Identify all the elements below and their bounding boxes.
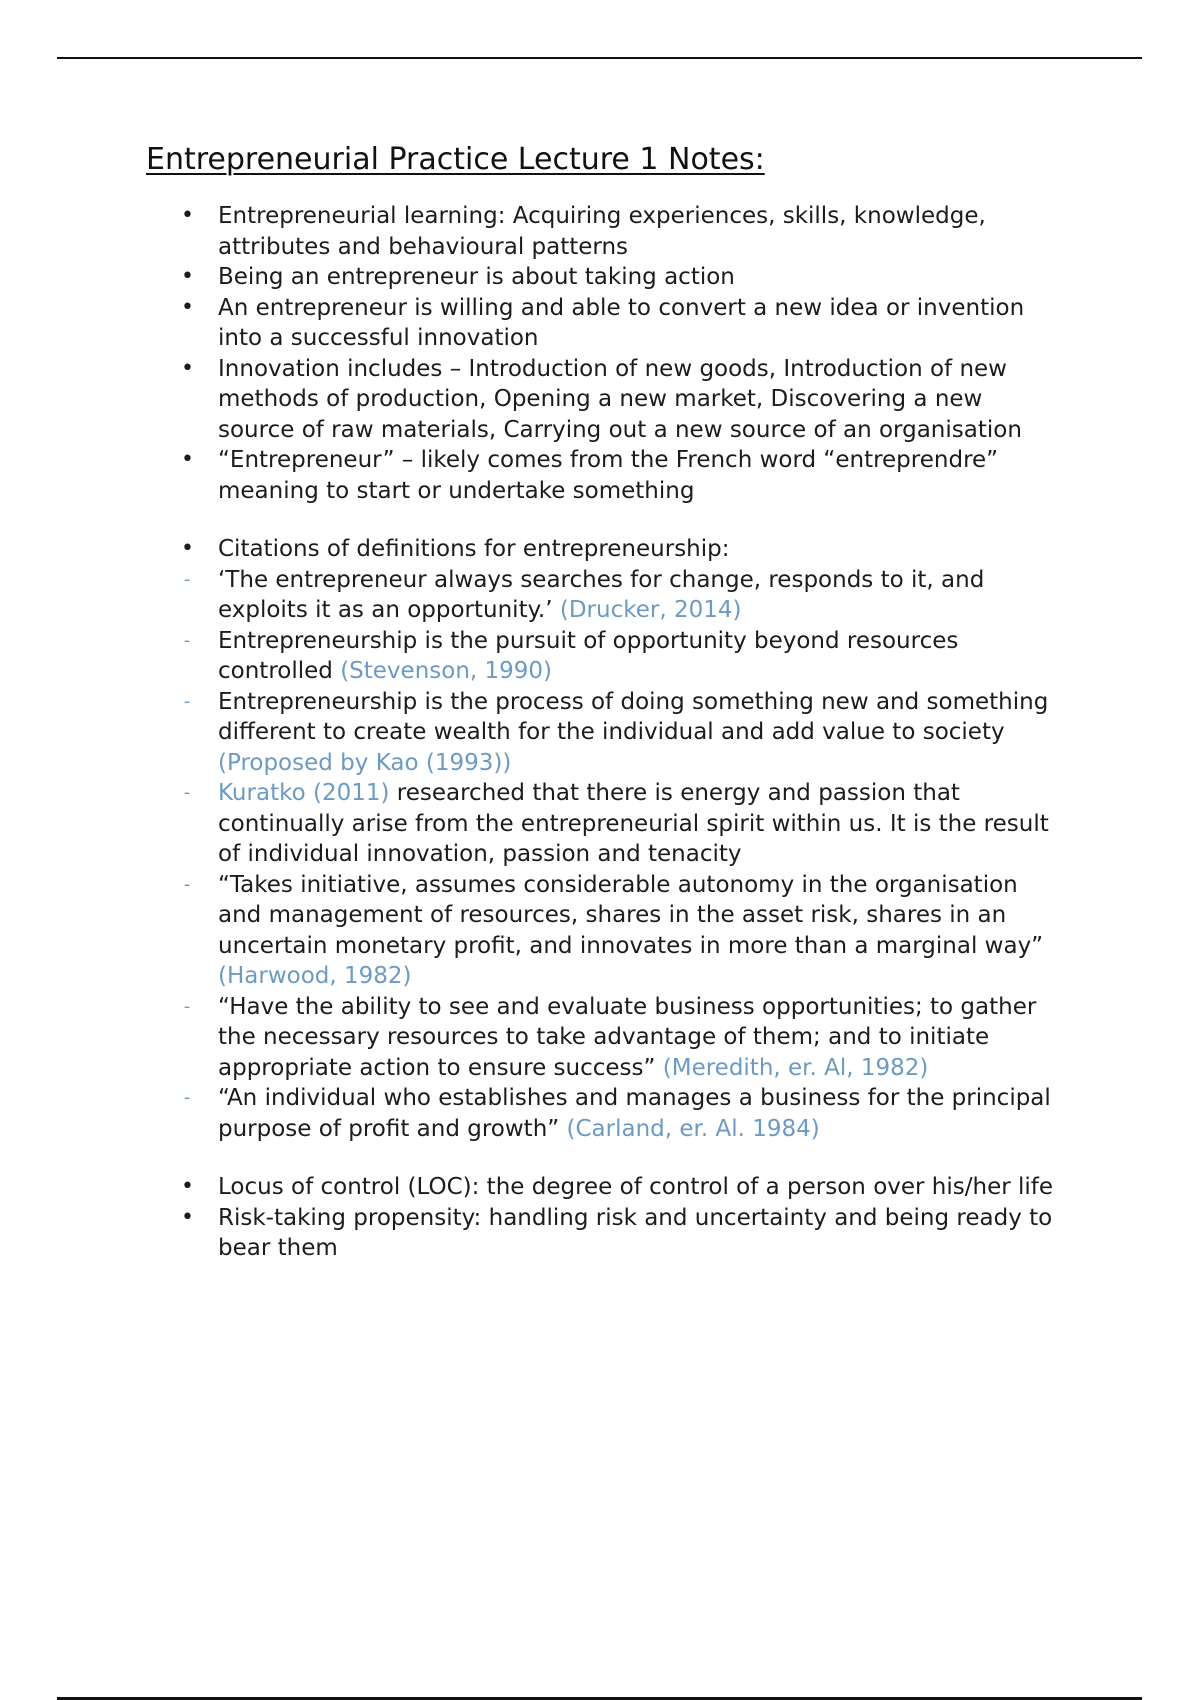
dash-icon: - <box>183 873 191 895</box>
definition-item: - Kuratko (2011) researched that there is energy and passion that continually arise from the entrepreneurial spirit within us. It is the result of individual innovation, passion and tenacity <box>218 778 1058 870</box>
list-item: • “Entrepreneur” – likely comes from the French word “entreprendre” meaning to start or undertake something <box>181 447 999 504</box>
bullet-icon: • <box>181 294 194 320</box>
bullet-icon: • <box>181 1204 194 1230</box>
list-item: • Locus of control (LOC): the degree of control of a person over his/her life <box>218 1172 1058 1203</box>
citation: Kuratko (2011) <box>218 780 390 806</box>
notes-list <box>181 201 1058 1264</box>
definition-item: - “Have the ability to see and evaluate business opportunities; to gather the necessary resources to take advantage of them; and to initiate appropriate action to ensure success” (Meredith, er. Al, 1982) <box>218 992 1058 1084</box>
bullet-icon: • <box>181 355 194 381</box>
citation: (Stevenson, 1990) <box>340 658 553 684</box>
bullet-icon: • <box>181 1174 194 1199</box>
bullet-icon: • <box>181 536 194 561</box>
citation: (Drucker, 2014) <box>559 597 742 623</box>
list-item: • Entrepreneurial learning: Acquiring experiences, skills, knowledge, attributes and behavioural patterns <box>181 203 986 260</box>
bullet-icon: • <box>181 264 194 289</box>
dash-icon: - <box>183 568 191 590</box>
dash-icon: - <box>183 690 191 712</box>
notes-body <box>181 201 1058 1264</box>
citation: (Carland, er. Al. 1984) <box>566 1115 820 1142</box>
definition-item: - ‘The entrepreneur always searches for change, responds to it, and exploits it as an opportunity.’ (Drucker, 2014) <box>218 565 1058 626</box>
definition-item: - Entrepreneurship is the pursuit of opportunity beyond resources controlled (Stevenson, 1990) <box>218 626 1058 687</box>
citation: (Proposed by Kao (1993)) <box>218 749 512 776</box>
bullet-icon: • <box>181 447 194 472</box>
citation: (Meredith, er. Al, 1982) <box>662 1054 929 1081</box>
dash-icon: - <box>183 782 191 803</box>
bullet-icon: • <box>181 203 194 228</box>
page-title: Entrepreneurial Practice Lecture 1 Notes: <box>146 142 765 177</box>
dash-icon: - <box>183 995 191 1017</box>
list-item: • Being an entrepreneur is about taking action <box>218 262 1058 293</box>
definition-item: - “Takes initiative, assumes considerable autonomy in the organisation and management of resources, shares in the asset risk, shares in an uncertain monetary profit, and innovates in more than a marginal way” (Harwood, 1982) <box>218 870 1058 992</box>
citations-heading: • Citations of definitions for entrepreneurship: <box>218 534 1058 565</box>
list-item: • An entrepreneur is willing and able to convert a new idea or invention into a successful innovation <box>181 294 1025 351</box>
list-item: • Risk-taking propensity: handling risk and uncertainty and being ready to bear them <box>181 1204 1053 1261</box>
dash-icon: - <box>183 629 191 651</box>
definition-item: - “An individual who establishes and manages a business for the principal purpose of profit and growth” (Carland, er. Al. 1984) <box>218 1083 1058 1144</box>
definition-item: - Entrepreneurship is the process of doing something new and something different to create wealth for the individual and add value to society (Proposed by Kao (1993)) <box>218 687 1058 779</box>
list-item: • Innovation includes – Introduction of new goods, Introduction of new methods of production, Opening a new market, Discovering a new source of raw materials, Carrying out a new source of an organisation <box>181 355 1022 443</box>
top-rule <box>57 57 1142 59</box>
dash-icon: - <box>183 1087 191 1108</box>
citation: (Harwood, 1982) <box>218 963 412 989</box>
